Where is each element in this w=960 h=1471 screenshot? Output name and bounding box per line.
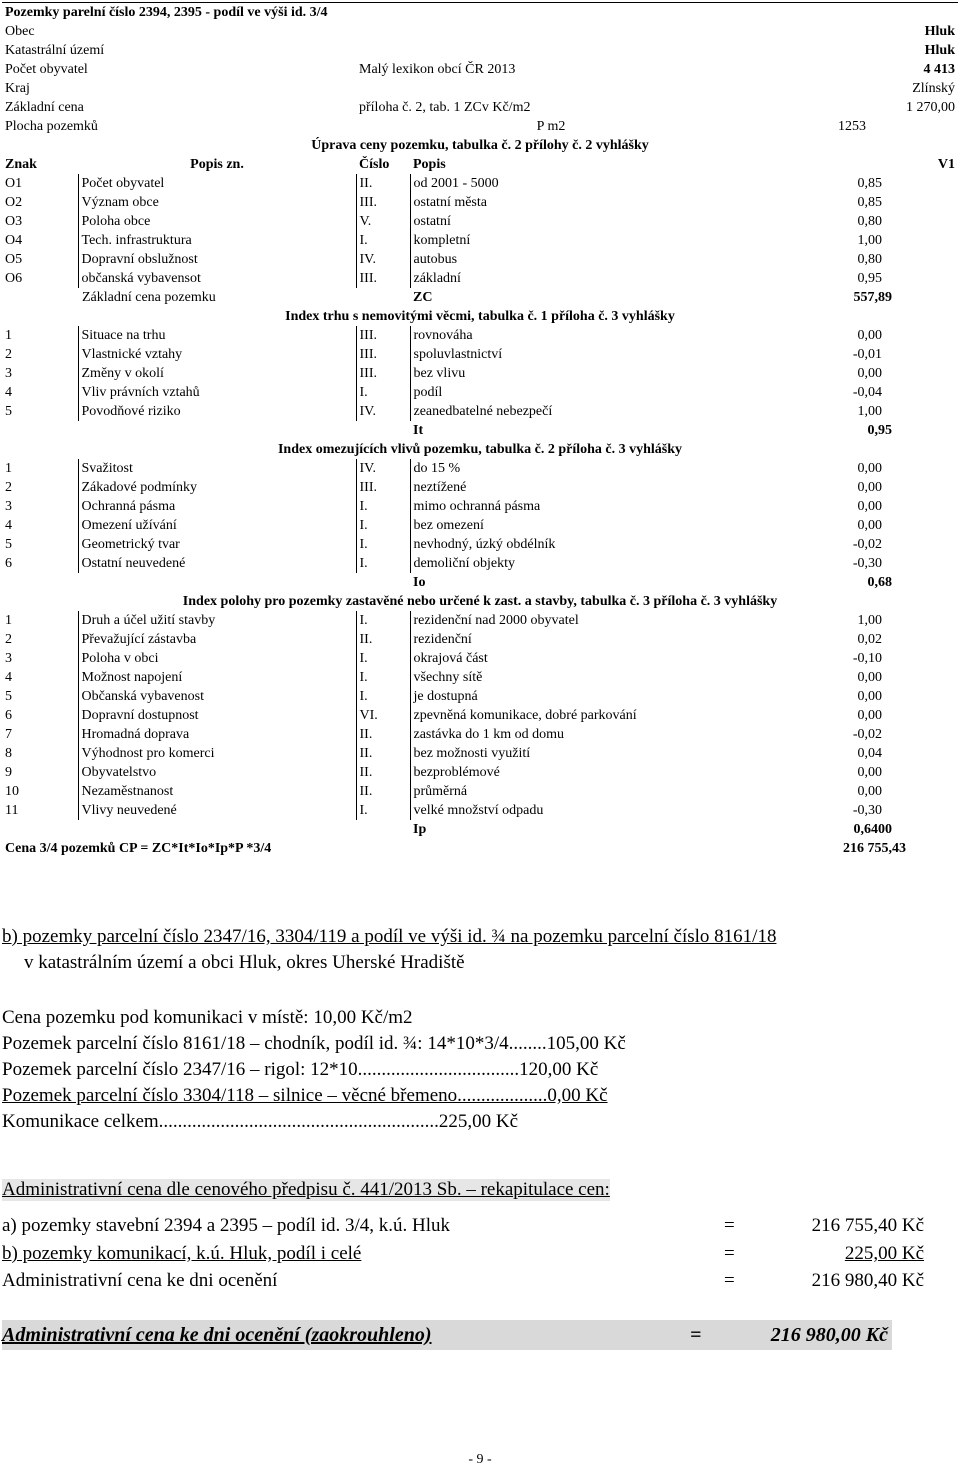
valuation-table bbox=[2, 2, 958, 858]
cell-znak: 6 bbox=[2, 554, 78, 573]
cell-value: 0,00 bbox=[857, 708, 883, 723]
summary-row bbox=[2, 1243, 932, 1265]
section-title: Index polohy pro pozemky zastavěné nebo určené k zast. a stavby, tabulka č. 3 příloha č. 3 vyhlášky bbox=[182, 594, 778, 609]
cell-cislo: I. bbox=[356, 516, 410, 535]
cell-cislo: VI. bbox=[356, 706, 410, 725]
cell-value: -0,01 bbox=[852, 347, 883, 362]
cell-cislo: II. bbox=[356, 763, 410, 782]
total-row bbox=[2, 573, 958, 592]
cell-znak: 4 bbox=[2, 516, 78, 535]
info-source: Malý lexikon obcí ČR 2013 bbox=[359, 62, 516, 77]
cell-value: -0,30 bbox=[852, 556, 883, 571]
cell-znak: 9 bbox=[2, 763, 78, 782]
cell-znak: 11 bbox=[2, 801, 78, 820]
col-header-znak: Znak bbox=[5, 157, 37, 172]
parcel-2347-line: Pozemek parcelní číslo 2347/16 – rigol: 12*10..................................120,00 Kč bbox=[2, 1059, 599, 1080]
section-title: Index omezujících vlivů pozemku, tabulka č. 2 příloha č. 3 vyhlášky bbox=[277, 442, 683, 457]
table-row bbox=[2, 630, 958, 649]
info-label: Obec bbox=[5, 24, 35, 39]
table-row bbox=[2, 269, 958, 288]
info-row bbox=[2, 41, 958, 60]
cell-znak: 3 bbox=[2, 497, 78, 516]
cell-popis: do 15 % bbox=[413, 461, 461, 476]
table-row bbox=[2, 326, 958, 345]
cell-name: Občanská vybavenost bbox=[78, 687, 356, 706]
cell-znak: 2 bbox=[2, 630, 78, 649]
parcel-3304-line: Pozemek parcelní číslo 3304/118 – silnice – věcné břemeno...................0,00 Kč bbox=[2, 1085, 608, 1106]
cell-name: Výhodnost pro komerci bbox=[78, 744, 356, 763]
summary-label: a) pozemky stavební 2394 a 2395 – podíl id. 3/4, k.ú. Hluk bbox=[2, 1215, 451, 1236]
cell-cislo: V. bbox=[356, 212, 410, 231]
cell-popis: bez možnosti využití bbox=[413, 746, 531, 761]
cell-name: Geometrický tvar bbox=[78, 535, 356, 554]
info-value: 1253 bbox=[838, 119, 866, 134]
total-code: Io bbox=[413, 575, 426, 590]
cell-popis: od 2001 - 5000 bbox=[413, 176, 499, 191]
table-row bbox=[2, 383, 958, 402]
cell-name: Poloha obce bbox=[78, 212, 356, 231]
cell-popis: průměrná bbox=[413, 784, 468, 799]
total-row bbox=[2, 421, 958, 440]
cell-znak: 2 bbox=[2, 345, 78, 364]
cell-znak: O1 bbox=[2, 174, 78, 193]
cell-name: Hromadná doprava bbox=[78, 725, 356, 744]
table-row bbox=[2, 763, 958, 782]
admin-recap-title: Administrativní cena dle cenového předpisu č. 441/2013 Sb. – rekapitulace cen: bbox=[2, 1179, 610, 1200]
cell-name: Omezení užívání bbox=[78, 516, 356, 535]
cell-cislo: I. bbox=[356, 231, 410, 250]
cell-cislo: IV. bbox=[356, 459, 410, 478]
cell-value: 0,85 bbox=[857, 195, 883, 210]
info-row bbox=[2, 98, 958, 117]
cell-popis: bez omezení bbox=[413, 518, 484, 533]
cell-cislo: I. bbox=[356, 668, 410, 687]
cell-cislo: II. bbox=[356, 782, 410, 801]
info-label: Základní cena bbox=[5, 100, 84, 115]
cell-name: Změny v okolí bbox=[78, 364, 356, 383]
column-header-row bbox=[2, 155, 958, 174]
cell-popis: mimo ochranná pásma bbox=[413, 499, 541, 514]
cell-value: 0,00 bbox=[857, 328, 883, 343]
cell-znak: 10 bbox=[2, 782, 78, 801]
cell-cislo: III. bbox=[356, 326, 410, 345]
cell-value: 0,00 bbox=[857, 499, 883, 514]
info-label: Katastrální území bbox=[5, 43, 105, 58]
cell-name: Vlivy neuvedené bbox=[78, 801, 356, 820]
cell-cislo: III. bbox=[356, 478, 410, 497]
cell-popis: je dostupná bbox=[413, 689, 478, 704]
title-row bbox=[2, 3, 958, 23]
cell-cislo: I. bbox=[356, 801, 410, 820]
cell-cislo: I. bbox=[356, 535, 410, 554]
cell-popis: základní bbox=[413, 271, 461, 286]
cell-popis: okrajová část bbox=[413, 651, 488, 666]
cell-value: 0,80 bbox=[857, 214, 883, 229]
table-row bbox=[2, 231, 958, 250]
total-label bbox=[2, 573, 410, 592]
col-header-value: V1 bbox=[937, 157, 956, 172]
cell-znak: 4 bbox=[2, 668, 78, 687]
info-source bbox=[356, 79, 746, 98]
cell-cislo: I. bbox=[356, 383, 410, 402]
section-title-row bbox=[2, 136, 958, 155]
table-row bbox=[2, 364, 958, 383]
cell-value: 0,00 bbox=[857, 765, 883, 780]
cell-znak: 4 bbox=[2, 383, 78, 402]
price-value: 216 755,43 bbox=[843, 841, 907, 856]
section-title-row bbox=[2, 592, 958, 611]
table-row bbox=[2, 345, 958, 364]
cell-value: 0,00 bbox=[857, 480, 883, 495]
cell-znak: 3 bbox=[2, 649, 78, 668]
cell-znak: O3 bbox=[2, 212, 78, 231]
cell-cislo: IV. bbox=[356, 250, 410, 269]
total-code: ZC bbox=[413, 290, 433, 305]
cell-name: Vlastnické vztahy bbox=[78, 345, 356, 364]
cell-value: -0,30 bbox=[852, 803, 883, 818]
cell-znak: 6 bbox=[2, 706, 78, 725]
summary-equals: = bbox=[724, 1270, 735, 1291]
cell-value: 0,85 bbox=[857, 176, 883, 191]
info-source: příloha č. 2, tab. 1 ZCv Kč/m2 bbox=[359, 100, 531, 115]
cell-popis: zpevněná komunikace, dobré parkování bbox=[413, 708, 637, 723]
table-row bbox=[2, 668, 958, 687]
info-value: Hluk bbox=[924, 43, 956, 58]
cell-znak: 7 bbox=[2, 725, 78, 744]
col-header-cislo: Číslo bbox=[359, 157, 390, 172]
cell-value: 0,00 bbox=[857, 461, 883, 476]
final-price-row bbox=[2, 1320, 892, 1350]
cell-value: 1,00 bbox=[857, 404, 883, 419]
table-row bbox=[2, 649, 958, 668]
cell-value: 1,00 bbox=[857, 233, 883, 248]
cell-name: Povodňové riziko bbox=[78, 402, 356, 421]
final-price-label: Administrativní cena ke dni ocenění (zaokrouhleno) bbox=[2, 1324, 432, 1346]
cell-popis: rovnováha bbox=[413, 328, 473, 343]
table-row bbox=[2, 212, 958, 231]
price-formula: Cena 3/4 pozemků CP = ZC*It*Io*Ip*P *3/4 bbox=[5, 841, 272, 856]
cell-name: Zákadové podmínky bbox=[78, 478, 356, 497]
info-value: Hluk bbox=[924, 24, 956, 39]
summary-amount: 216 980,40 Kč bbox=[811, 1270, 924, 1291]
cell-znak: 5 bbox=[2, 687, 78, 706]
table-row bbox=[2, 744, 958, 763]
document-title: Pozemky parelní číslo 2394, 2395 - podíl ve výši id. 3/4 bbox=[5, 5, 328, 20]
cell-znak: 3 bbox=[2, 364, 78, 383]
cell-cislo: I. bbox=[356, 611, 410, 630]
cell-znak: O2 bbox=[2, 193, 78, 212]
total-label: Základní cena pozemku bbox=[82, 290, 216, 305]
info-value: Zlínský bbox=[912, 81, 956, 96]
cell-value: 0,04 bbox=[857, 746, 883, 761]
cell-popis: bezproblémové bbox=[413, 765, 500, 780]
table-row bbox=[2, 554, 958, 573]
total-row bbox=[2, 820, 958, 839]
cell-name: Počet obyvatel bbox=[78, 174, 356, 193]
section-title: Index trhu s nemovitými věcmi, tabulka č. 1 příloha č. 3 vyhlášky bbox=[285, 309, 675, 324]
cell-name: Dopravní obslužnost bbox=[78, 250, 356, 269]
section-title-row bbox=[2, 440, 958, 459]
cell-name: Situace na trhu bbox=[78, 326, 356, 345]
cell-name: Obyvatelstvo bbox=[78, 763, 356, 782]
cell-value: 0,00 bbox=[857, 366, 883, 381]
cell-znak: 1 bbox=[2, 326, 78, 345]
final-price-equals: = bbox=[690, 1324, 702, 1346]
section-title-row bbox=[2, 307, 958, 326]
cell-popis: velké množství odpadu bbox=[413, 803, 544, 818]
price-row bbox=[2, 839, 958, 858]
roads-total-line: Komunikace celkem...........................................................225,00 Kč bbox=[2, 1111, 519, 1132]
cell-popis: demoliční objekty bbox=[413, 556, 515, 571]
cell-value: 0,00 bbox=[857, 784, 883, 799]
cell-name: Dopravní dostupnost bbox=[78, 706, 356, 725]
info-source bbox=[356, 41, 746, 60]
cell-name: Nezaměstnanost bbox=[78, 782, 356, 801]
cell-popis: autobus bbox=[413, 252, 458, 267]
cell-znak: O6 bbox=[2, 269, 78, 288]
cell-znak: 5 bbox=[2, 402, 78, 421]
summary-equals: = bbox=[724, 1243, 735, 1264]
table-row bbox=[2, 782, 958, 801]
cell-value: -0,02 bbox=[852, 727, 883, 742]
cell-name: Význam obce bbox=[78, 193, 356, 212]
cell-cislo: III. bbox=[356, 345, 410, 364]
cell-cislo: II. bbox=[356, 744, 410, 763]
cell-cislo: III. bbox=[356, 269, 410, 288]
cell-cislo: II. bbox=[356, 725, 410, 744]
table-row bbox=[2, 535, 958, 554]
page-number: - 9 - bbox=[468, 1452, 492, 1467]
info-row bbox=[2, 60, 958, 79]
cell-value: -0,02 bbox=[852, 537, 883, 552]
total-row bbox=[2, 288, 958, 307]
parcel-8161-line: Pozemek parcelní číslo 8161/18 – chodník, podíl id. ¾: 14*10*3/4........105,00 Kč bbox=[2, 1033, 626, 1054]
cell-value: -0,10 bbox=[852, 651, 883, 666]
table-row bbox=[2, 459, 958, 478]
cell-cislo: IV. bbox=[356, 402, 410, 421]
summary-equals: = bbox=[724, 1215, 735, 1236]
table-row bbox=[2, 402, 958, 421]
table-row bbox=[2, 611, 958, 630]
cell-name: Převažující zástavba bbox=[78, 630, 356, 649]
total-value: 0,95 bbox=[867, 423, 893, 438]
info-row bbox=[2, 117, 958, 136]
total-value: 0,68 bbox=[867, 575, 893, 590]
total-value: 557,89 bbox=[853, 290, 893, 305]
total-value: 0,6400 bbox=[853, 822, 893, 837]
cell-cislo: III. bbox=[356, 193, 410, 212]
cell-value: -0,04 bbox=[852, 385, 883, 400]
section-b-location: v katastrálním území a obci Hluk, okres Uherské Hradiště bbox=[24, 952, 465, 973]
cell-popis: podíl bbox=[413, 385, 443, 400]
cell-cislo: III. bbox=[356, 364, 410, 383]
cell-znak: 8 bbox=[2, 744, 78, 763]
valuation-sheet bbox=[2, 2, 958, 858]
table-row bbox=[2, 193, 958, 212]
cell-cislo: I. bbox=[356, 554, 410, 573]
cell-name: Vliv právních vztahů bbox=[78, 383, 356, 402]
cell-popis: všechny sítě bbox=[413, 670, 483, 685]
cell-name: Ochranná pásma bbox=[78, 497, 356, 516]
cell-popis: rezidenční nad 2000 obyvatel bbox=[413, 613, 579, 628]
total-code: It bbox=[413, 423, 424, 438]
cell-value: 1,00 bbox=[857, 613, 883, 628]
cell-name: Poloha v obci bbox=[78, 649, 356, 668]
table-row bbox=[2, 478, 958, 497]
info-value: 1 270,00 bbox=[906, 100, 956, 115]
cell-popis: kompletní bbox=[413, 233, 471, 248]
col-header-popis-zn: Popis zn. bbox=[190, 157, 244, 172]
info-label: Kraj bbox=[5, 81, 30, 96]
cell-cislo: I. bbox=[356, 497, 410, 516]
cell-popis: ostatní bbox=[413, 214, 451, 229]
cell-name: občanská vybavensot bbox=[78, 269, 356, 288]
cell-znak: 5 bbox=[2, 535, 78, 554]
table-row bbox=[2, 516, 958, 535]
cell-name: Ostatní neuvedené bbox=[78, 554, 356, 573]
cell-znak: 1 bbox=[2, 611, 78, 630]
cell-popis: bez vlivu bbox=[413, 366, 466, 381]
table-row bbox=[2, 725, 958, 744]
section-title: Úprava ceny pozemku, tabulka č. 2 přílohy č. 2 vyhlášky bbox=[311, 138, 649, 153]
total-code: Ip bbox=[413, 822, 427, 837]
table-row bbox=[2, 174, 958, 193]
table-row bbox=[2, 706, 958, 725]
cell-cislo: I. bbox=[356, 687, 410, 706]
info-value: 4 413 bbox=[923, 62, 956, 77]
cell-popis: rezidenční bbox=[413, 632, 472, 647]
cell-cislo: II. bbox=[356, 174, 410, 193]
cell-popis: zeanedbatelné nebezpečí bbox=[413, 404, 553, 419]
info-row bbox=[2, 22, 958, 41]
cell-popis: neztížené bbox=[413, 480, 467, 495]
cell-value: 0,00 bbox=[857, 518, 883, 533]
summary-amount: 216 755,40 Kč bbox=[811, 1215, 924, 1236]
info-label: Plocha pozemků bbox=[5, 119, 98, 134]
final-price-amount: 216 980,00 Kč bbox=[770, 1324, 888, 1346]
cell-value: 0,00 bbox=[857, 689, 883, 704]
info-label: Počet obyvatel bbox=[5, 62, 88, 77]
table-row bbox=[2, 687, 958, 706]
road-price-note: Cena pozemku pod komunikaci v místě: 10,00 Kč/m2 bbox=[2, 1007, 413, 1028]
summary-amount: 225,00 Kč bbox=[844, 1243, 924, 1264]
total-label bbox=[2, 421, 410, 440]
info-source: P m2 bbox=[536, 119, 566, 134]
cell-popis: spoluvlastnictví bbox=[413, 347, 503, 362]
col-header-popis: Popis bbox=[413, 157, 446, 172]
table-row bbox=[2, 250, 958, 269]
total-label bbox=[2, 820, 410, 839]
cell-value: 0,80 bbox=[857, 252, 883, 267]
cell-name: Možnost napojení bbox=[78, 668, 356, 687]
cell-name: Druh a účel užití stavby bbox=[78, 611, 356, 630]
summary-row bbox=[2, 1215, 932, 1237]
summary-label: Administrativní cena ke dni ocenění bbox=[2, 1270, 278, 1291]
info-row bbox=[2, 79, 958, 98]
cell-znak: O4 bbox=[2, 231, 78, 250]
summary-label: b) pozemky komunikací, k.ú. Hluk, podíl i celé bbox=[2, 1243, 362, 1264]
cell-name: Tech. infrastruktura bbox=[78, 231, 356, 250]
cell-name: Svažitost bbox=[78, 459, 356, 478]
cell-znak: O5 bbox=[2, 250, 78, 269]
cell-popis: ostatní města bbox=[413, 195, 487, 210]
table-row bbox=[2, 497, 958, 516]
table-row bbox=[2, 801, 958, 820]
cell-popis: zastávka do 1 km od domu bbox=[413, 727, 564, 742]
cell-value: 0,02 bbox=[857, 632, 883, 647]
cell-cislo: I. bbox=[356, 649, 410, 668]
cell-znak: 2 bbox=[2, 478, 78, 497]
cell-znak: 1 bbox=[2, 459, 78, 478]
section-b-heading: b) pozemky parcelní číslo 2347/16, 3304/119 a podíl ve výši id. ¾ na pozemku parcelní číslo 8161/18 bbox=[2, 926, 777, 947]
summary-row bbox=[2, 1270, 932, 1292]
cell-value: 0,00 bbox=[857, 670, 883, 685]
cell-value: 0,95 bbox=[857, 271, 883, 286]
cell-popis: nevhodný, úzký obdélník bbox=[413, 537, 556, 552]
cell-cislo: II. bbox=[356, 630, 410, 649]
info-source bbox=[356, 22, 746, 41]
